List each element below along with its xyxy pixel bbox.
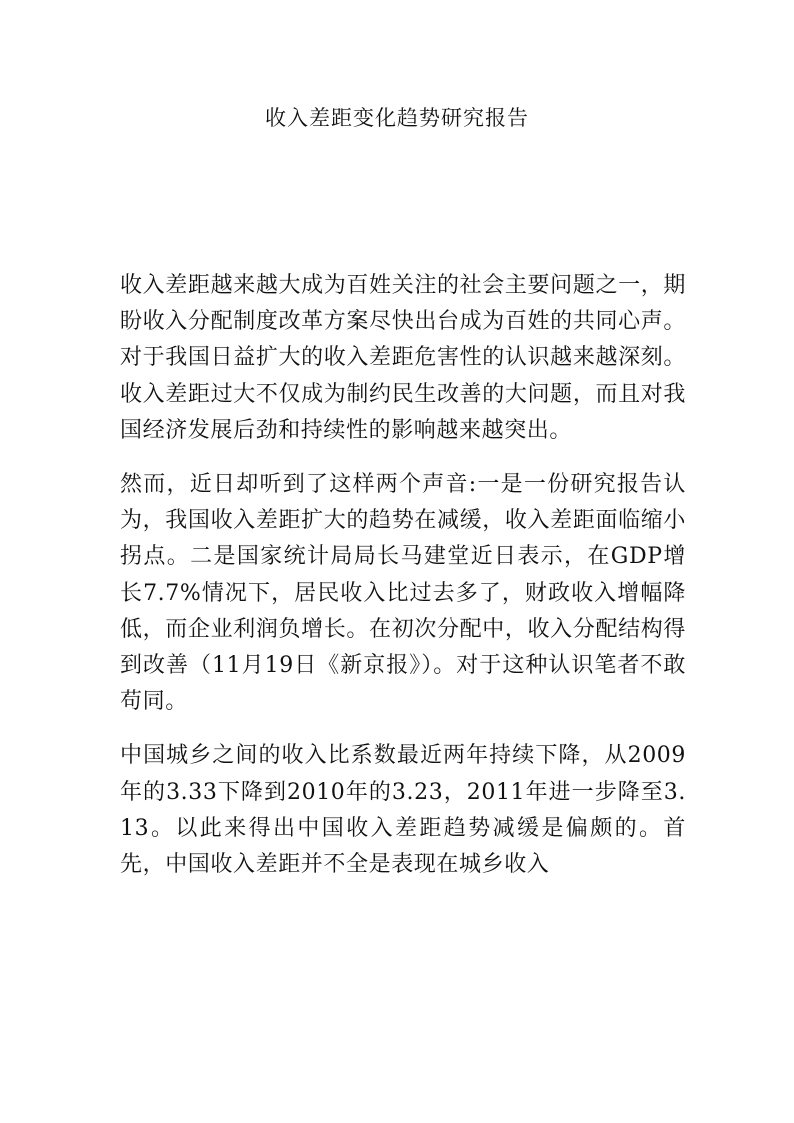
paragraph-2: 然而，近日却听到了这样两个声音:一是一份研究报告认为，我国收入差距扩大的趋势在减缓，收入差距面临缩小拐点。二是国家统计局局长马建堂近日表示，在GDP增长7.7%情况下，居民收入比过去多了，财政收入增幅降低，而企业利润负增长。在初次分配中，收入分配结构得到改善（11月19日《新京报》）。对于这种认识笔者不敢苟同。 [120, 472, 686, 715]
paragraph-1: 收入差距越来越大成为百姓关注的社会主要问题之一，期盼收入分配制度改革方案尽快出台成为百姓的共同心声。对于我国日益扩大的收入差距危害性的认识越来越深刻。收入差距过大不仅成为制约民生改善的大问题，而且对我国经济发展后劲和持续性的影响越来越突出。 [120, 273, 686, 443]
document-body [120, 268, 686, 901]
paragraph-3: 中国城乡之间的收入比系数最近两年持续下降，从2009年的3.33下降到2010年的3.23，2011年进一步降至3.13。以此来得出中国收入差距趋势减缓是偏颇的。首先，中国收入差距并不全是表现在城乡收入 [120, 743, 686, 878]
document-title: 收入差距变化趋势研究报告 [265, 106, 529, 130]
